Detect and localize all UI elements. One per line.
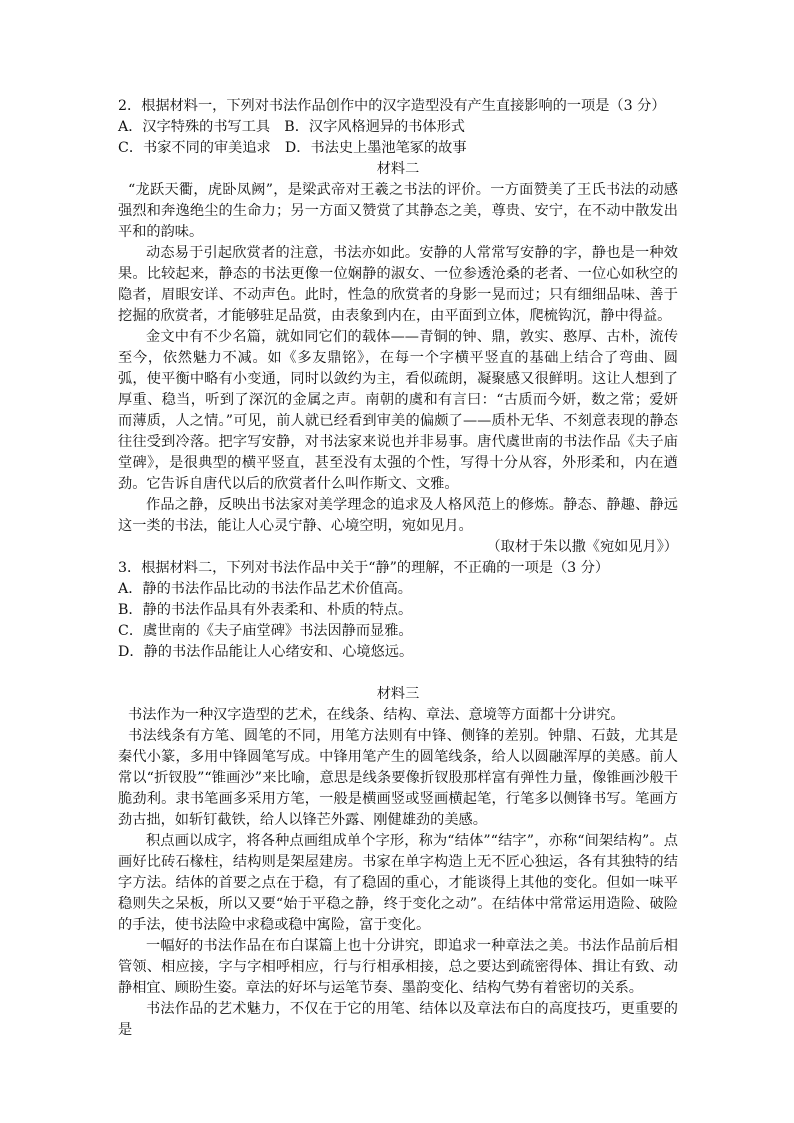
material-3-paragraph-3: 积点画以成字，将各种点画组成单个字形，称为“结体”“结字”，亦称“间架结构”。点画好比砖石椽柱，结构则是架屋建房。书家在单字构造上无不匠心独运，各有其独特的结字方法。结体的首要之点在于稳，有了稳固的重心，才能谈得上其他的变化。但如一味平稳则失之呆板，所以又要“始于平稳之静，终于变化之动”。在结体中常常运用造险、破险的手法，使书法险中求稳或稳中寓险，富于变化。 xyxy=(118,833,678,933)
material-2-title: 材料二 xyxy=(376,161,420,177)
document-page xyxy=(118,96,678,1041)
question-2-options-ab: A．汉字特殊的书写工具 B．汉字风格迥异的书体形式 xyxy=(118,119,465,135)
material-2-source: （取材于朱以撒《宛如见月》） xyxy=(486,539,678,555)
material-3-paragraph-2: 书法线条有方笔、圆笔的不同，用笔方法则有中锋、侧锋的差别。钟鼎、石鼓，尤其是秦代小篆，多用中锋圆笔写成。中锋用笔产生的圆笔线条，给人以圆融浑厚的美感。前人常以“折钗股”“锥画沙”来比喻，意思是线条要像折钗股那样富有弹性力量，像锥画沙般干脆劲利。隶书笔画多采用方笔，一般是横画竖或竖画横起笔，行笔多以侧锋书写。笔画方劲古拙，如斩钉截铁，给人以锋芒外露、刚健雄劲的美感。 xyxy=(118,728,678,828)
section-spacer xyxy=(118,663,678,684)
material-2-paragraph-1: “龙跃天衢，虎卧凤阙”，是梁武帝对王羲之书法的评价。一方面赞美了王氏书法的动感强烈和奔逸绝尘的生命力；另一方面又赞赏了其静态之美，尊贵、安宁，在不动中散发出平和的韵味。 xyxy=(118,182,678,240)
material-2-paragraph-3: 金文中有不少名篇，就如同它们的载体——青铜的钟、鼎，敦实、憨厚、古朴，流传至今，依然魅力不减。如《多友鼎铭》，在每一个字横平竖直的基础上结合了弯曲、圆弧，使平衡中略有小变通，同时以敛约为主，看似疏朗，凝聚感又很鲜明。这让人想到了厚重、稳当，听到了深沉的金属之声。南朝的虞和有言曰：“古质而今妍，数之常；爱妍而薄质，人之情。”可见，前人就已经看到审美的偏颇了——质朴无华、不刻意表现的静态往往受到冷落。把字写安静，对书法家来说也并非易事。唐代虞世南的书法作品《夫子庙堂碑》，是很典型的横平竖直，甚至没有太强的个性，写得十分从容，外形柔和，内在遒劲。它告诉自唐代以后的欣赏者什么叫作斯文、文雅。 xyxy=(118,329,678,492)
material-3-paragraph-1: 书法作为一种汉字造型的艺术，在线条、结构、章法、意境等方面都十分讲究。 xyxy=(128,707,625,723)
question-3-stem: 3．根据材料二，下列对书法作品中关于“静”的理解，不正确的一项是（3 分） xyxy=(118,560,610,576)
material-2-paragraph-4: 作品之静，反映出书法家对美学理念的追求及人格风范上的修炼。静态、静趣、静远这一类的书法，能让人心灵宁静、心境空明，宛如见月。 xyxy=(118,497,678,534)
material-3-title: 材料三 xyxy=(376,686,420,702)
material-3-paragraph-5: 书法作品的艺术魅力，不仅在于它的用笔、结体以及章法布白的高度技巧，更重要的是 xyxy=(118,1001,678,1038)
question-3-option-b: B．静的书法作品具有外表柔和、朴质的特点。 xyxy=(118,602,413,618)
question-2-stem: 2．根据材料一，下列对书法作品创作中的汉字造型没有产生直接影响的一项是（3 分） xyxy=(118,98,666,114)
material-3-paragraph-4: 一幅好的书法作品在布白谋篇上也十分讲究，即追求一种章法之美。书法作品前后相管领、相应接，字与字相呼相应，行与行相承相接，总之要达到疏密得体、揖让有致、动静相宜、顾盼生姿。章法的好坏与运笔节奏、墨韵变化、结构气势有着密切的关系。 xyxy=(118,938,678,996)
material-2-paragraph-2: 动态易于引起欣赏者的注意，书法亦如此。安静的人常常写安静的字，静也是一种效果。比较起来，静态的书法更像一位娴静的淑女、一位参透沧桑的老者、一位心如秋空的隐者，眉眼安详、不动声色。此时，性急的欣赏者的身影一晃而过；只有细细品味、善于挖掘的欣赏者，才能够驻足品赏，由表象到内在，由平面到立体，爬梳钩沉，静中得益。 xyxy=(118,245,678,324)
question-2-options-cd: C．书家不同的审美追求 D．书法史上墨池笔冢的故事 xyxy=(118,140,467,156)
question-3-option-d: D．静的书法作品能让人心绪安和、心境悠远。 xyxy=(118,644,414,660)
question-3-option-a: A．静的书法作品比动的书法作品艺术价值高。 xyxy=(118,581,412,597)
question-3-option-c: C．虞世南的《夫子庙堂碑》书法因静而显雅。 xyxy=(118,623,413,639)
